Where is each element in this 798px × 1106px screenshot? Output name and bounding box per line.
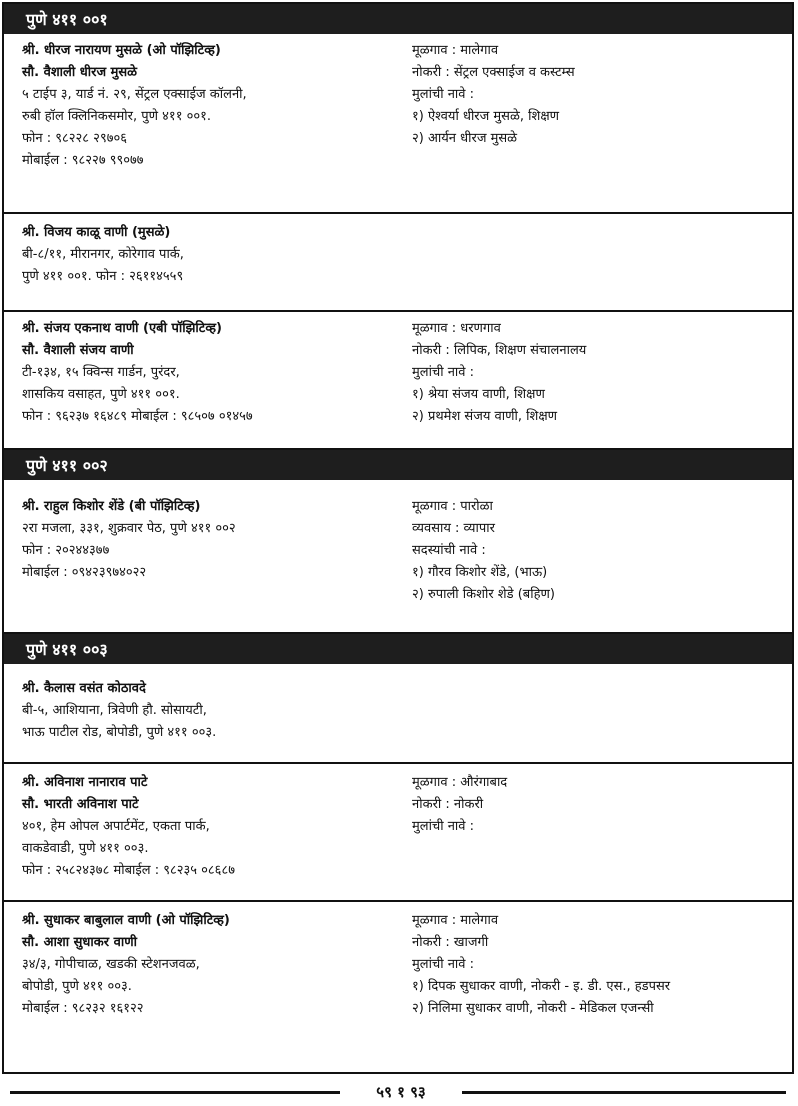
entry-avinash-pate xyxy=(4,764,792,902)
entry-child: २) निलिमा सुधाकर वाणी, नोकरी - मेडिकल एजन्सी xyxy=(412,1001,654,1016)
entry-native-place: मूळगाव : धरणगाव xyxy=(412,321,501,336)
entry-dheeraj-musale xyxy=(4,34,792,214)
entry-left-column xyxy=(22,772,412,882)
section-title: पुणे ४११ ००३ xyxy=(26,640,108,659)
entry-native-place: मूळगाव : मालेगाव xyxy=(412,43,499,58)
entry-native-place: मूळगाव : मालेगाव xyxy=(412,913,499,928)
entry-spouse: सौ. वैशाली संजय वाणी xyxy=(22,343,134,358)
entry-member: १) गौरव किशोर शेंडे, (भाऊ) xyxy=(412,565,548,580)
entry-phone: फोन : ९८२२८ २९७०६ xyxy=(22,131,127,146)
entry-address: २रा मजला, ३३१, शुक्रवार पेठ, पुणे ४११ ००२ xyxy=(22,521,236,536)
entry-child: १) श्रेया संजय वाणी, शिक्षण xyxy=(412,387,545,402)
entry-address: टी-१३४, १५ क्विन्स गार्डन, पुरंदर, xyxy=(22,365,180,380)
entry-right-column xyxy=(412,910,788,1020)
entry-name: श्री. धीरज नारायण मुसळे (ओ पॉझिटिव्ह) xyxy=(22,43,221,58)
entry-right-column xyxy=(412,496,788,606)
entry-address: ३४/३, गोपीचाळ, खडकी स्टेशनजवळ, xyxy=(22,957,200,972)
entry-kailas-kothawade xyxy=(4,664,792,764)
entry-left-column xyxy=(22,910,412,1020)
entry-name: श्री. विजय काळू वाणी (मुसळे) xyxy=(22,225,171,240)
entry-left-column xyxy=(22,222,412,288)
entry-mobile: मोबाईल : ०९४२३९७४०२२ xyxy=(22,565,147,580)
entry-left-column xyxy=(22,40,412,172)
entry-occupation: नोकरी : लिपिक, शिक्षण संचालनालय xyxy=(412,343,587,358)
entry-child: १) दिपक सुधाकर वाणी, नोकरी - इ. डी. एस., हडपसर xyxy=(412,979,671,994)
entry-spouse: सौ. वैशाली धीरज मुसळे xyxy=(22,65,138,80)
entry-left-column xyxy=(22,318,412,428)
entry-name: श्री. संजय एकनाथ वाणी (एबी पॉझिटिव्ह) xyxy=(22,321,222,336)
section-header-411002 xyxy=(4,450,792,480)
section-header-411003 xyxy=(4,634,792,664)
entry-address: शासकिय वसाहत, पुणे ४११ ००१. xyxy=(22,387,180,402)
entry-right-column xyxy=(412,772,788,838)
entry-occupation: नोकरी : खाजगी xyxy=(412,935,489,950)
entry-native-place: मूळगाव : पारोळा xyxy=(412,499,493,514)
entry-phone: फोन : २०२४४३७७ xyxy=(22,543,110,558)
page-footer xyxy=(2,1080,794,1104)
entry-mobile: मोबाईल : ९८२३२ १६१२२ xyxy=(22,1001,144,1016)
entry-children-label: मुलांची नावे : xyxy=(412,87,475,102)
entry-sudhakar-wani xyxy=(4,902,792,1040)
directory-frame xyxy=(2,2,794,1074)
footer-rule-right xyxy=(462,1091,786,1094)
entry-name: श्री. कैलास वसंत कोठावदे xyxy=(22,681,146,696)
entry-phone-mobile: फोन : २५८२४३७८ मोबाईल : ९८२३५ ०८६८७ xyxy=(22,863,235,878)
entry-occupation: नोकरी : सेंट्रल एक्साईज व कस्टम्स xyxy=(412,65,575,80)
entry-child: २) आर्यन धीरज मुसळे xyxy=(412,131,518,146)
entry-left-column xyxy=(22,496,412,584)
section-title: पुणे ४११ ००२ xyxy=(26,456,108,475)
entry-address: ५ टाईप ३, यार्ड नं. २९, सेंट्रल एक्साईज कॉलनी, xyxy=(22,87,247,102)
page-number: ५९ १ ९३ xyxy=(376,1083,426,1101)
entry-mobile: मोबाईल : ९८२२७ ९९०७७ xyxy=(22,153,144,168)
entry-vijay-wani xyxy=(4,214,792,312)
entry-right-column xyxy=(412,40,788,150)
entry-children-label: मुलांची नावे : xyxy=(412,365,475,380)
entry-members-label: सदस्यांची नावे : xyxy=(412,543,486,558)
entry-child: १) ऐश्वर्या धीरज मुसळे, शिक्षण xyxy=(412,109,560,124)
entry-address: ४०१, हेम ओपल अपार्टमेंट, एकता पार्क, xyxy=(22,819,210,834)
section-title: पुणे ४११ ००१ xyxy=(26,10,108,29)
entry-rahul-shende xyxy=(4,480,792,634)
footer-rule-left xyxy=(10,1091,340,1094)
entry-spouse: सौ. आशा सुधाकर वाणी xyxy=(22,935,137,950)
entry-spouse: सौ. भारती अविनाश पाटे xyxy=(22,797,139,812)
entry-native-place: मूळगाव : औरंगाबाद xyxy=(412,775,508,790)
entry-right-column xyxy=(412,318,788,428)
entry-name: श्री. राहुल किशोर शेंडे (बी पॉझिटिव्ह) xyxy=(22,499,201,514)
entry-phone-mobile: फोन : ९६२३७ १६४८९ मोबाईल : ९८५०७ ०१४५७ xyxy=(22,409,253,424)
entry-sanjay-wani xyxy=(4,312,792,450)
entry-child: २) प्रथमेश संजय वाणी, शिक्षण xyxy=(412,409,558,424)
entry-children-label: मुलांची नावे : xyxy=(412,819,475,834)
entry-name: श्री. अविनाश नानाराव पाटे xyxy=(22,775,148,790)
entry-left-column xyxy=(22,678,412,744)
entry-address: वाकडेवाडी, पुणे ४११ ००३. xyxy=(22,841,149,856)
entry-address: बी-८/११, मीरानगर, कोरेगाव पार्क, xyxy=(22,247,184,262)
entry-address: भाऊ पाटील रोड, बोपोडी, पुणे ४११ ००३. xyxy=(22,725,217,740)
entry-name: श्री. सुधाकर बाबुलाल वाणी (ओ पॉझिटिव्ह) xyxy=(22,913,230,928)
section-header-411001 xyxy=(4,4,792,34)
entry-address-phone: पुणे ४११ ००१. फोन : २६११४५५९ xyxy=(22,269,184,284)
entry-address: बी-५, आशियाना, त्रिवेणी हौ. सोसायटी, xyxy=(22,703,207,718)
entry-address: रुबी हॉल क्लिनिकसमोर, पुणे ४११ ००१. xyxy=(22,109,211,124)
entry-member: २) रुपाली किशोर शेडे (बहिण) xyxy=(412,587,555,602)
entry-address: बोपोडी, पुणे ४११ ००३. xyxy=(22,979,132,994)
entry-children-label: मुलांची नावे : xyxy=(412,957,475,972)
entry-occupation: नोकरी : नोकरी xyxy=(412,797,484,812)
entry-business: व्यवसाय : व्यापार xyxy=(412,521,495,536)
